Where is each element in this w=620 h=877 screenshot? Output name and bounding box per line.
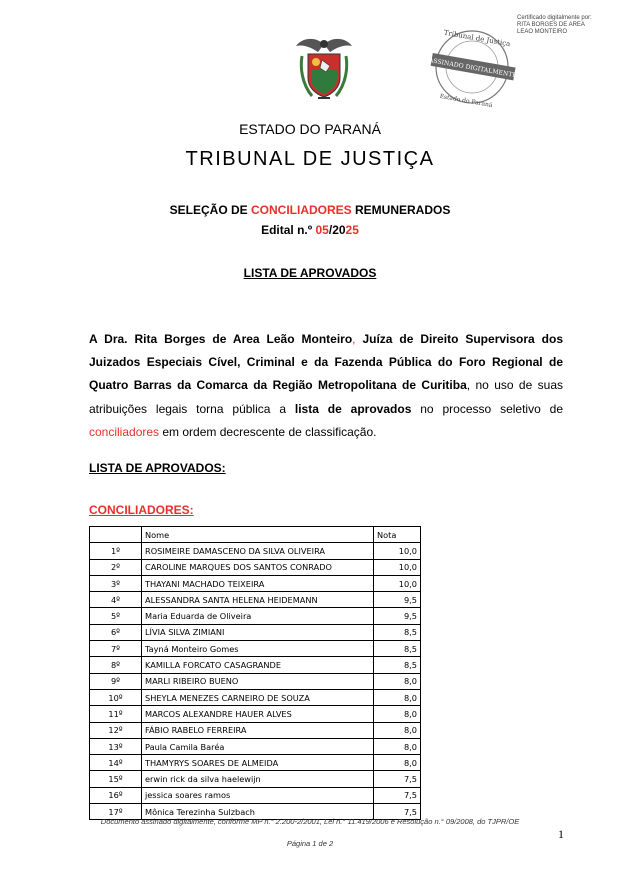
grade-cell: 9,5 [374,592,421,608]
table-row [90,771,421,787]
approved-list-phrase: lista de aprovados [294,401,412,416]
para-text-2: no processo seletivo de [411,401,564,416]
para-text-1: , no uso de suas atribuições legais torna pública a [89,378,563,416]
position-cell: 2º [90,559,142,575]
position-cell: 7º [90,641,142,657]
judge-name: A Dra. Rita Borges de Area Leão Monteiro [89,332,353,346]
name-cell: CAROLINE MARQUES DOS SANTOS CONRADO [142,559,374,575]
name-cell: ALESSANDRA SANTA HELENA HEIDEMANN [142,592,374,608]
position-cell: 14º [90,755,142,771]
position-cell: 11º [90,706,142,722]
edital-year-b: 25 [345,223,359,237]
digital-signature-seal [425,25,520,110]
parana-coat-of-arms-icon [294,34,354,104]
table-row [90,689,421,705]
name-cell: ROSIMEIRE DAMASCENO DA SILVA OLIVEIRA [142,543,374,559]
selection-highlight: CONCILIADORES [251,203,352,217]
table-row [90,641,421,657]
table-row [90,738,421,754]
judge-role: Juíza de Direito Supervisora dos Juizados Especiais Cível, Criminal e da Fazenda Pública do Foro Regional de Quatro Barras da Comarca da Região Metropolitana de Curitiba [89,332,564,393]
grade-cell: 8,0 [374,738,421,754]
name-cell: THAYANI MACHADO TEIXEIRA [142,575,374,591]
approved-table [89,526,421,820]
grade-cell: 10,0 [374,543,421,559]
grade-cell: 8,5 [374,641,421,657]
selection-suffix: REMUNERADOS [351,203,451,217]
grade-cell: 8,5 [374,624,421,640]
table-row [90,755,421,771]
position-cell: 17º [90,804,142,820]
intro-paragraph [89,328,563,444]
judge-comma: , [352,332,356,346]
page-indicator: Página 1 de 2 [286,839,334,848]
table-row [90,543,421,559]
grade-cell: 8,5 [374,657,421,673]
edital-num: 05 [315,223,329,237]
name-cell: KAMILLA FORCATO CASAGRANDE [142,657,374,673]
name-cell: Mônica Terezinha Sulzbach [142,804,374,820]
seal-text-top: Tribunal de Justiça [443,28,511,49]
position-cell: 5º [90,608,142,624]
digital-signature-footer: Documento assinado digitalmente, conforme MP n.° 2.200-2/2001, Lei n.° 11.419/2006 e Resolução n.° 09/2008, do TJPR/OE [100,817,520,826]
edital-sep: / [328,223,333,237]
edital-prefix: Edital n.º [261,223,316,237]
name-cell: MARCOS ALEXANDRE HAUER ALVES [142,706,374,722]
position-cell: 12º [90,722,142,738]
selection-title [0,203,620,217]
page-number: 1 [558,827,564,841]
position-cell: 9º [90,673,142,689]
position-cell: 16º [90,787,142,803]
table-row [90,787,421,803]
name-cell: Maria Eduarda de Oliveira [142,608,374,624]
list-heading: LISTA DE APROVADOS [243,266,377,280]
list-subheading: LISTA DE APROVADOS: [89,461,226,475]
grade-cell: 7,5 [374,804,421,820]
position-cell: 8º [90,657,142,673]
grade-cell: 10,0 [374,559,421,575]
table-row [90,559,421,575]
seal-text-middle: ASSINADO DIGITALMENTE [428,56,518,80]
position-cell: 3º [90,575,142,591]
name-cell: MARLI RIBEIRO BUENO [142,673,374,689]
name-cell: Paula Camila Baréa [142,738,374,754]
grade-cell: 8,0 [374,755,421,771]
name-cell: SHEYLA MENEZES CARNEIRO DE SOUZA [142,689,374,705]
position-cell: 6º [90,624,142,640]
table-header-row [90,527,421,543]
table-row [90,592,421,608]
grade-cell: 8,0 [374,689,421,705]
selection-prefix: SELEÇÃO DE [169,203,251,217]
edital-year-a: 20 [332,223,346,237]
header-grade: Nota [374,527,421,543]
conciliators-heading: CONCILIADORES: [89,503,194,517]
edital-number [0,223,620,237]
position-cell: 10º [90,689,142,705]
digital-certificate-note [517,15,617,36]
grade-cell: 8,0 [374,706,421,722]
grade-cell: 8,0 [374,673,421,689]
position-cell: 15º [90,771,142,787]
name-cell: FÁBIO RABELO FERREIRA [142,722,374,738]
name-cell: THAMYRYS SOARES DE ALMEIDA [142,755,374,771]
certificate-line-2: RITA BORGES DE AREA [517,22,585,28]
court-heading: TRIBUNAL DE JUSTIÇA [185,148,435,170]
table-row [90,624,421,640]
seal-text-bottom: Estado do Paraná [439,92,493,110]
conciliators-word: conciliadores [89,424,160,439]
position-cell: 13º [90,738,142,754]
para-text-3: em ordem decrescente de classificação. [159,424,377,439]
name-cell: Tayná Monteiro Gomes [142,641,374,657]
grade-cell: 7,5 [374,771,421,787]
table-row [90,706,421,722]
certificate-line-1: Certificado digitalmente por: [517,15,592,21]
grade-cell: 8,0 [374,722,421,738]
name-cell: erwin rick da silva haelewijn [142,771,374,787]
position-cell: 1º [90,543,142,559]
name-cell: LÍVIA SILVA ZIMIANI [142,624,374,640]
header-name: Nome [142,527,374,543]
table-row [90,657,421,673]
position-cell: 4º [90,592,142,608]
grade-cell: 10,0 [374,575,421,591]
table-row [90,722,421,738]
table-row [90,608,421,624]
state-heading: ESTADO DO PARANÁ [239,121,381,137]
table-row [90,673,421,689]
name-cell: jessica soares ramos [142,787,374,803]
grade-cell: 9,5 [374,608,421,624]
grade-cell: 7,5 [374,787,421,803]
certificate-line-3: LEAO MONTEIRO [517,29,568,35]
table-row [90,575,421,591]
header-position [90,527,142,543]
